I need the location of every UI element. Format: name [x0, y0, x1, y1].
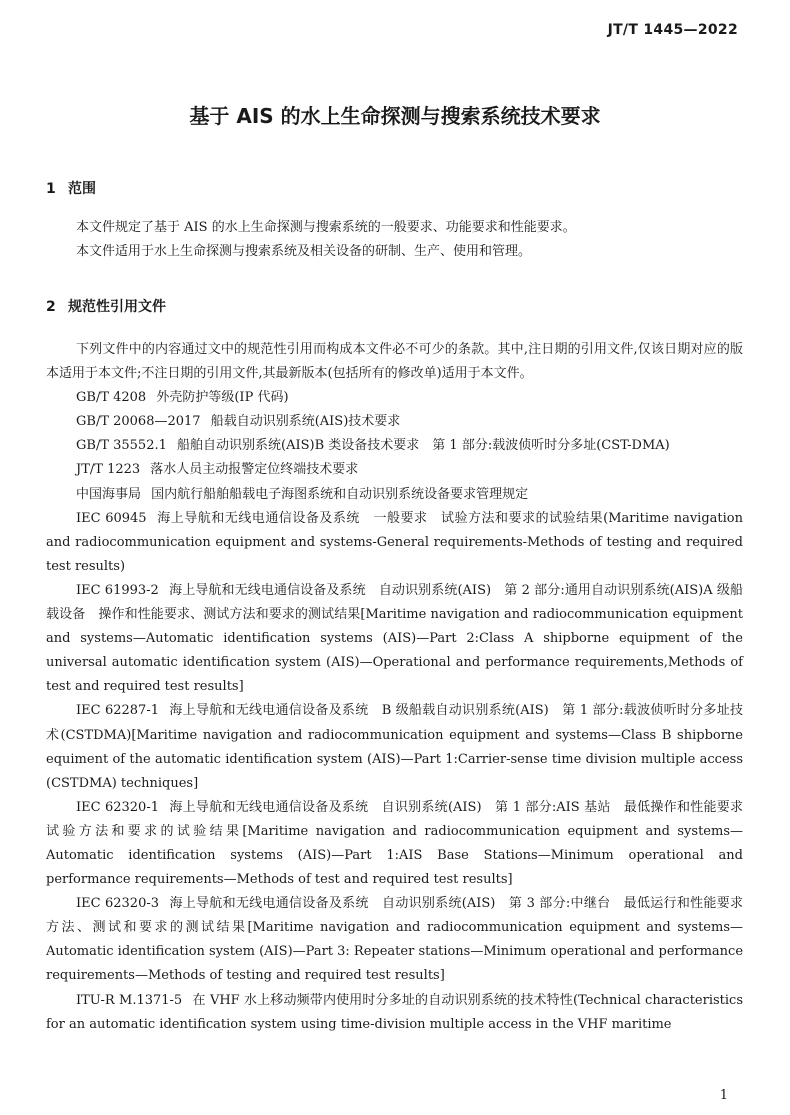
- reference-title: 外壳防护等级(IP 代码): [156, 390, 289, 406]
- reference-title: 国内航行船舶船载电子海图系统和自动识别系统设备要求管理规定: [151, 486, 529, 502]
- section-1-body: [46, 216, 743, 264]
- reference-entry: [46, 579, 743, 699]
- reference-code: IEC 61993-2: [76, 582, 159, 598]
- reference-entry: [46, 796, 757, 892]
- section-1-title: 范围: [68, 181, 96, 197]
- reference-code: IEC 62320-3: [76, 896, 160, 912]
- reference-code: GB/T 4208: [76, 390, 147, 406]
- reference-entry: [46, 386, 743, 410]
- reference-title: 船载自动识别系统(AIS)技术要求: [210, 414, 401, 430]
- reference-list: [46, 386, 757, 1037]
- page-number: 1: [719, 1088, 728, 1103]
- reference-code: GB/T 20068—2017: [76, 414, 201, 430]
- reference-title: 在 VHF 水上移动频带内使用时分多址的自动识别系统的技术特性(Technical characteristics for an automatic identification system using time-division multiple access in the VHF maritime: [46, 992, 743, 1032]
- section-1-number: 1: [46, 181, 56, 197]
- reference-entry: [46, 699, 743, 795]
- reference-entry: [46, 410, 743, 434]
- reference-title: 海上导航和无线电通信设备及系统 自动识别系统(AIS) 第 2 部分:通用自动识别系统(AIS)A 级船载设备 操作和性能要求、测试方法和要求的测试结果[Maritime navigation and radiocommunication equipment and systems—Automatic identification systems (AIS)—Part 2:Class A shipborne equipment of the universal automatic identification system (AIS)—Operational and performance requirements,Methods of test and required test results]: [46, 582, 743, 695]
- section-1-heading: [46, 178, 96, 198]
- reference-title: 船舶自动识别系统(AIS)B 类设备技术要求 第 1 部分:载波侦听时分多址(CST-DMA): [177, 438, 670, 454]
- reference-entry: [46, 989, 743, 1037]
- reference-entry: [46, 434, 743, 458]
- reference-title: 落水人员主动报警定位终端技术要求: [150, 462, 359, 478]
- reference-code: ITU-R M.1371-5: [76, 992, 183, 1008]
- reference-code: IEC 62320-1: [76, 799, 159, 815]
- document-code-header: JT/T 1445—2022: [607, 22, 738, 38]
- reference-code: JT/T 1223: [76, 462, 141, 478]
- reference-entry: [46, 507, 743, 579]
- section-1-paragraph: 本文件适用于水上生命探测与搜索系统及相关设备的研制、生产、使用和管理。: [76, 244, 532, 260]
- reference-code: 中国海事局: [76, 486, 142, 502]
- reference-code: IEC 60945: [76, 510, 147, 526]
- document-title: 基于 AIS 的水上生命探测与搜索系统技术要求: [189, 104, 601, 128]
- section-2-body: [46, 338, 757, 1037]
- reference-entry: [46, 483, 743, 507]
- reference-title: 海上导航和无线电通信设备及系统 自识别系统(AIS) 第 1 部分:AIS 基站 最低操作和性能要求 试验方法和要求的试验结果[Maritime navigation and radiocommunication equipment and systems—Automatic identification systems (AIS)—Part 1:AIS Base Stations—Minimum operational and performance requirements—Methods of test and required test results]: [46, 799, 757, 888]
- section-2-number: 2: [46, 299, 56, 315]
- reference-title: 海上导航和无线电通信设备及系统 一般要求 试验方法和要求的试验结果(Maritime navigation and radiocommunication equipment and systems-General requirements-Methods of testing and required test results): [46, 510, 743, 574]
- reference-title: 海上导航和无线电通信设备及系统 自动识别系统(AIS) 第 3 部分:中继台 最低运行和性能要求 方法、测试和要求的测试结果[Maritime navigation and radiocommunication equipment and systems—Automatic identification system (AIS)—Part 3: Repeater stations—Minimum operational and performance requirements—Methods of testing and required test results]: [46, 896, 756, 984]
- section-1-paragraph: 本文件规定了基于 AIS 的水上生命探测与搜索系统的一般要求、功能要求和性能要求。: [76, 220, 576, 235]
- reference-code: IEC 62287-1: [76, 703, 159, 719]
- reference-code: GB/T 35552.1: [76, 438, 167, 454]
- reference-entry: [46, 458, 743, 482]
- section-2-intro: 下列文件中的内容通过文中的规范性引用而构成本文件必不可少的条款。其中,注日期的引用文件,仅该日期对应的版本适用于本文件;不注日期的引用文件,其最新版本(包括所有的修改单)适用于本文件。: [46, 342, 743, 382]
- section-2-title: 规范性引用文件: [68, 299, 166, 315]
- section-2-heading: [46, 296, 166, 316]
- reference-title: 海上导航和无线电通信设备及系统 B 级船载自动识别系统(AIS) 第 1 部分:载波侦听时分多址技术(CSTDMA)[Maritime navigation and radiocommunication equipment and systems—Class B shipborne equiment of the automatic identification system (AIS)—Part 1:Carrier-sense time division multiple access (CSTDMA) techniques]: [46, 703, 743, 791]
- reference-entry: [46, 892, 756, 988]
